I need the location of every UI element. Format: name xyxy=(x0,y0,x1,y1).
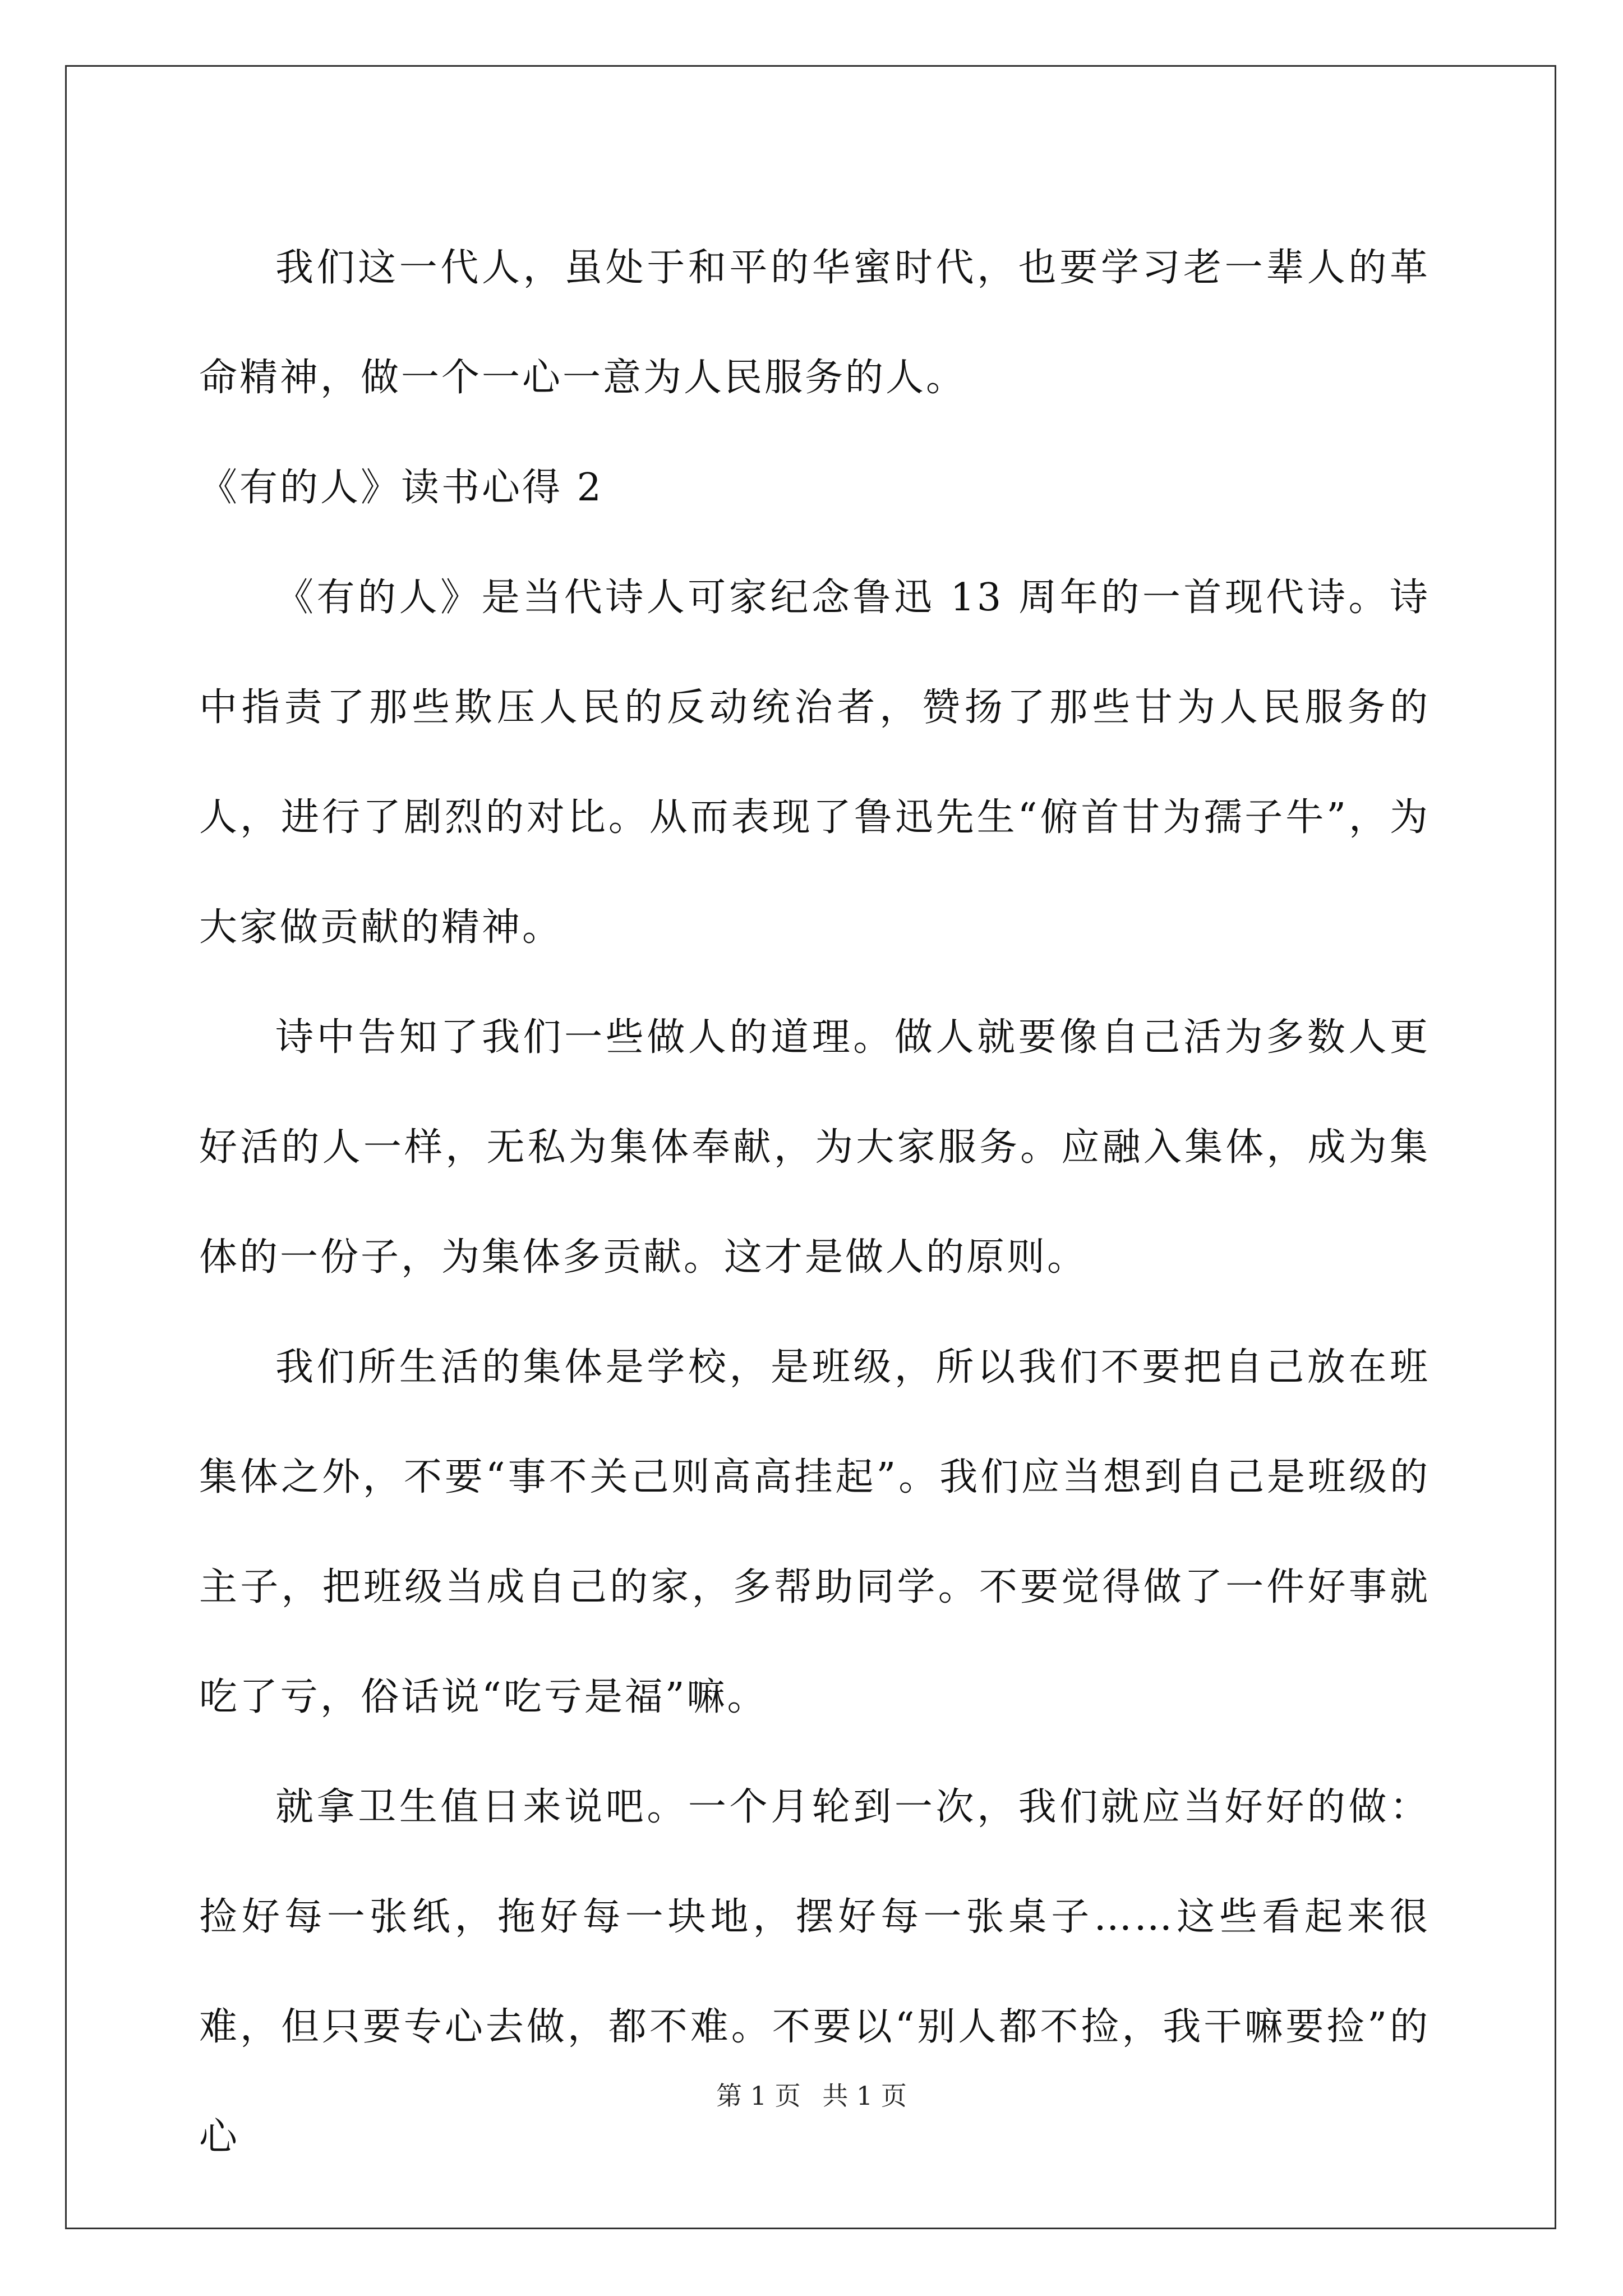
paragraph-2: 《有的人》是当代诗人可家纪念鲁迅 13 周年的一首现代诗。诗中指责了那些欺压人民的反动统治者，赞扬了那些甘为人民服务的人，进行了剧烈的对比。从而表现了鲁迅先生“俯首甘为孺子牛”，为大家做贡献的精神。 xyxy=(199,576,1430,950)
page-total: 共 1 页 xyxy=(822,2081,907,2111)
page-footer xyxy=(0,2076,1623,2113)
paragraph-5: 就拿卫生值日来说吧。一个月轮到一次，我们就应当好好的做：捡好每一张纸，拖好每一块地，摆好每一张桌子……这些看起来很难，但只要专心去做，都不难。不要以“别人都不捡，我干嘛要捡”的心 xyxy=(199,1785,1430,2159)
paragraph-3: 诗中告知了我们一些做人的道理。做人就要像自己活为多数人更好活的人一样，无私为集体奉献，为大家服务。应融入集体，成为集体的一份子，为集体多贡献。这才是做人的原则。 xyxy=(199,1015,1430,1280)
document-body xyxy=(199,213,1430,2192)
page-number: 第 1 页 xyxy=(716,2081,801,2111)
section-heading: 《有的人》读书心得 2 xyxy=(199,466,603,510)
paragraph-1: 我们这一代人，虽处于和平的华蜜时代，也要学习老一辈人的革命精神，做一个一心一意为人民服务的人。 xyxy=(199,246,1430,400)
paragraph-4: 我们所生活的集体是学校，是班级，所以我们不要把自己放在班集体之外，不要“事不关己则高高挂起”。我们应当想到自己是班级的主子，把班级当成自己的家，多帮助同学。不要觉得做了一件好事就吃了亏，俗话说“吃亏是福”嘛。 xyxy=(199,1345,1430,1719)
